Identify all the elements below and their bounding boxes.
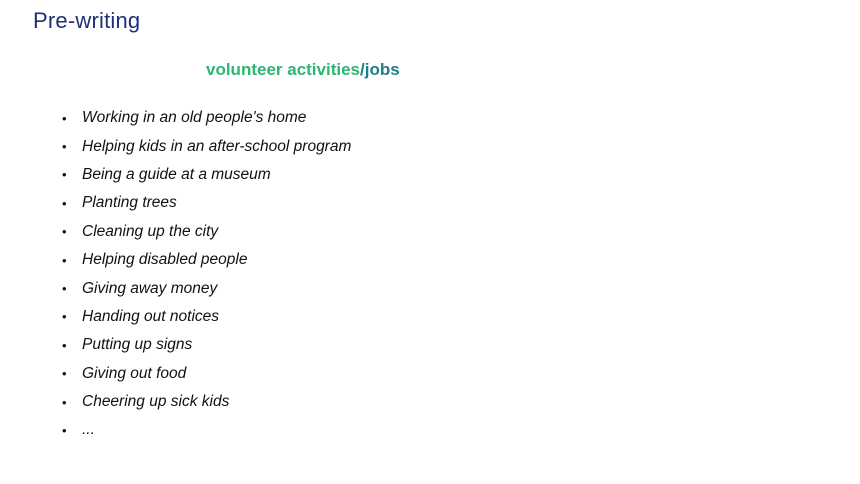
list-item [62,132,351,160]
list-item-text: Helping disabled people [82,251,248,269]
list-item-text: Working in an old people's home [82,109,307,127]
list-item-text: Giving out food [82,364,187,382]
bullet-icon: • [62,281,67,297]
list-item-text: Helping kids in an after-school program [82,137,352,155]
bullet-icon: • [62,139,67,155]
bullet-icon: • [62,195,67,211]
bullet-icon: • [62,394,67,410]
list-item-text: Handing out notices [82,307,220,325]
list-item [62,274,351,302]
bullet-icon: • [62,110,67,126]
bullet-icon: • [62,309,67,325]
activity-list [62,104,351,445]
list-item [62,189,351,217]
list-item [62,416,351,444]
list-item [62,246,351,274]
list-item-text: Being a guide at a museum [82,165,271,183]
list-item [62,360,351,388]
bullet-icon: • [62,337,67,353]
list-item [62,303,351,331]
list-item-text: ... [82,421,95,439]
list-item-text: Giving away money [82,279,218,297]
bullet-icon: • [62,252,67,268]
bullet-icon: • [62,224,67,240]
list-item-text: Cheering up sick kids [82,393,230,411]
list-item [62,104,351,132]
list-item [62,161,351,189]
list-item [62,331,351,359]
section-heading [206,60,400,80]
heading-part-jobs: /jobs [360,60,400,79]
bullet-icon: • [62,422,67,438]
heading-part-volunteer-activities: volunteer activities [206,60,361,79]
list-item [62,218,351,246]
bullet-icon: • [62,366,67,382]
list-item-text: Putting up signs [82,336,193,354]
page-title: Pre-writing [33,8,141,33]
bullet-icon: • [62,167,67,183]
list-item-text: Planting trees [82,194,177,212]
list-item [62,388,351,416]
list-item-text: Cleaning up the city [82,222,219,240]
